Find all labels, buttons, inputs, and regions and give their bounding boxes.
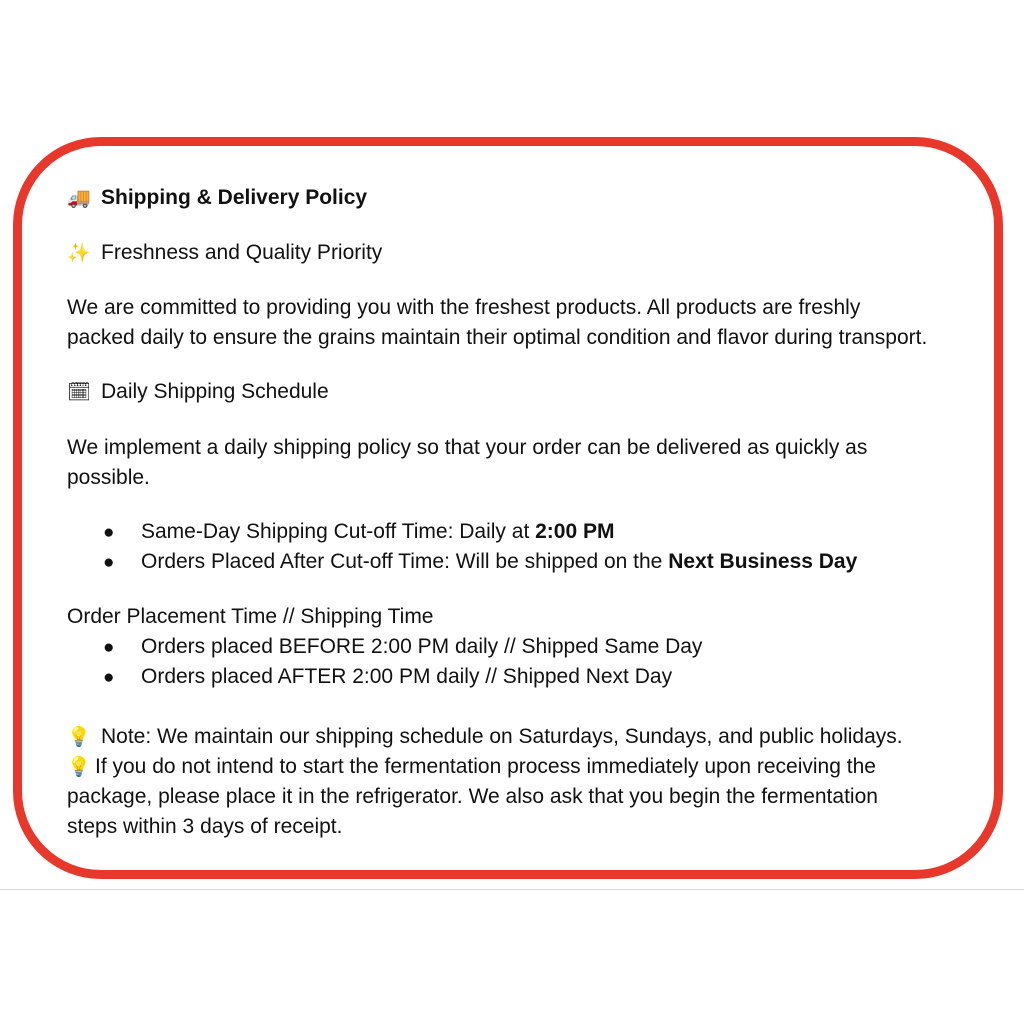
light-bulb-icon: 💡 bbox=[67, 756, 91, 778]
delivery-truck-icon: 🚚 bbox=[67, 187, 91, 209]
divider bbox=[0, 889, 1024, 890]
bullet-dot: ● bbox=[103, 552, 115, 573]
note-refrigerate-line-1: 💡 If you do not intend to start the fermentation process immediately upon receiving the bbox=[67, 752, 876, 782]
schedule-body-line-1: We implement a daily shipping policy so that your order can be delivered as quickly as bbox=[67, 436, 868, 459]
table-row-before: ● Orders placed BEFORE 2:00 PM daily // Shipped Same Day bbox=[103, 632, 702, 663]
freshness-body-line-1: We are committed to providing you with the freshest products. All products are freshly bbox=[67, 296, 861, 319]
table-row-after: ● Orders placed AFTER 2:00 PM daily // Shipped Next Day bbox=[103, 662, 672, 693]
freshness-body-line-2: packed daily to ensure the grains maintain their optimal condition and flavor during transport. bbox=[67, 326, 928, 349]
bullet-dot: ● bbox=[103, 637, 115, 658]
freshness-heading: ✨ Freshness and Quality Priority bbox=[67, 238, 382, 268]
schedule-bullet-cutoff: ● Same-Day Shipping Cut-off Time: Daily at 2:00 PM bbox=[103, 517, 614, 548]
policy-title: 🚚 Shipping & Delivery Policy bbox=[67, 183, 367, 213]
note-holidays: 💡 Note: We maintain our shipping schedule on Saturdays, Sundays, and public holidays. bbox=[67, 722, 903, 752]
table-header: Order Placement Time // Shipping Time bbox=[67, 605, 434, 628]
schedule-heading: 🗓 Daily Shipping Schedule bbox=[67, 377, 329, 407]
sparkles-icon: ✨ bbox=[67, 242, 91, 264]
schedule-bullet-after-cutoff: ● Orders Placed After Cut-off Time: Will be shipped on the Next Business Day bbox=[103, 547, 857, 578]
bullet-dot: ● bbox=[103, 667, 115, 688]
schedule-body-line-2: possible. bbox=[67, 466, 150, 489]
bullet-dot: ● bbox=[103, 522, 115, 543]
note-refrigerate-line-3: steps within 3 days of receipt. bbox=[67, 815, 343, 838]
note-refrigerate-line-2: package, please place it in the refrigerator. We also ask that you begin the fermentation bbox=[67, 785, 878, 808]
light-bulb-icon: 💡 bbox=[67, 726, 91, 748]
calendar-icon: 🗓 bbox=[67, 381, 92, 403]
